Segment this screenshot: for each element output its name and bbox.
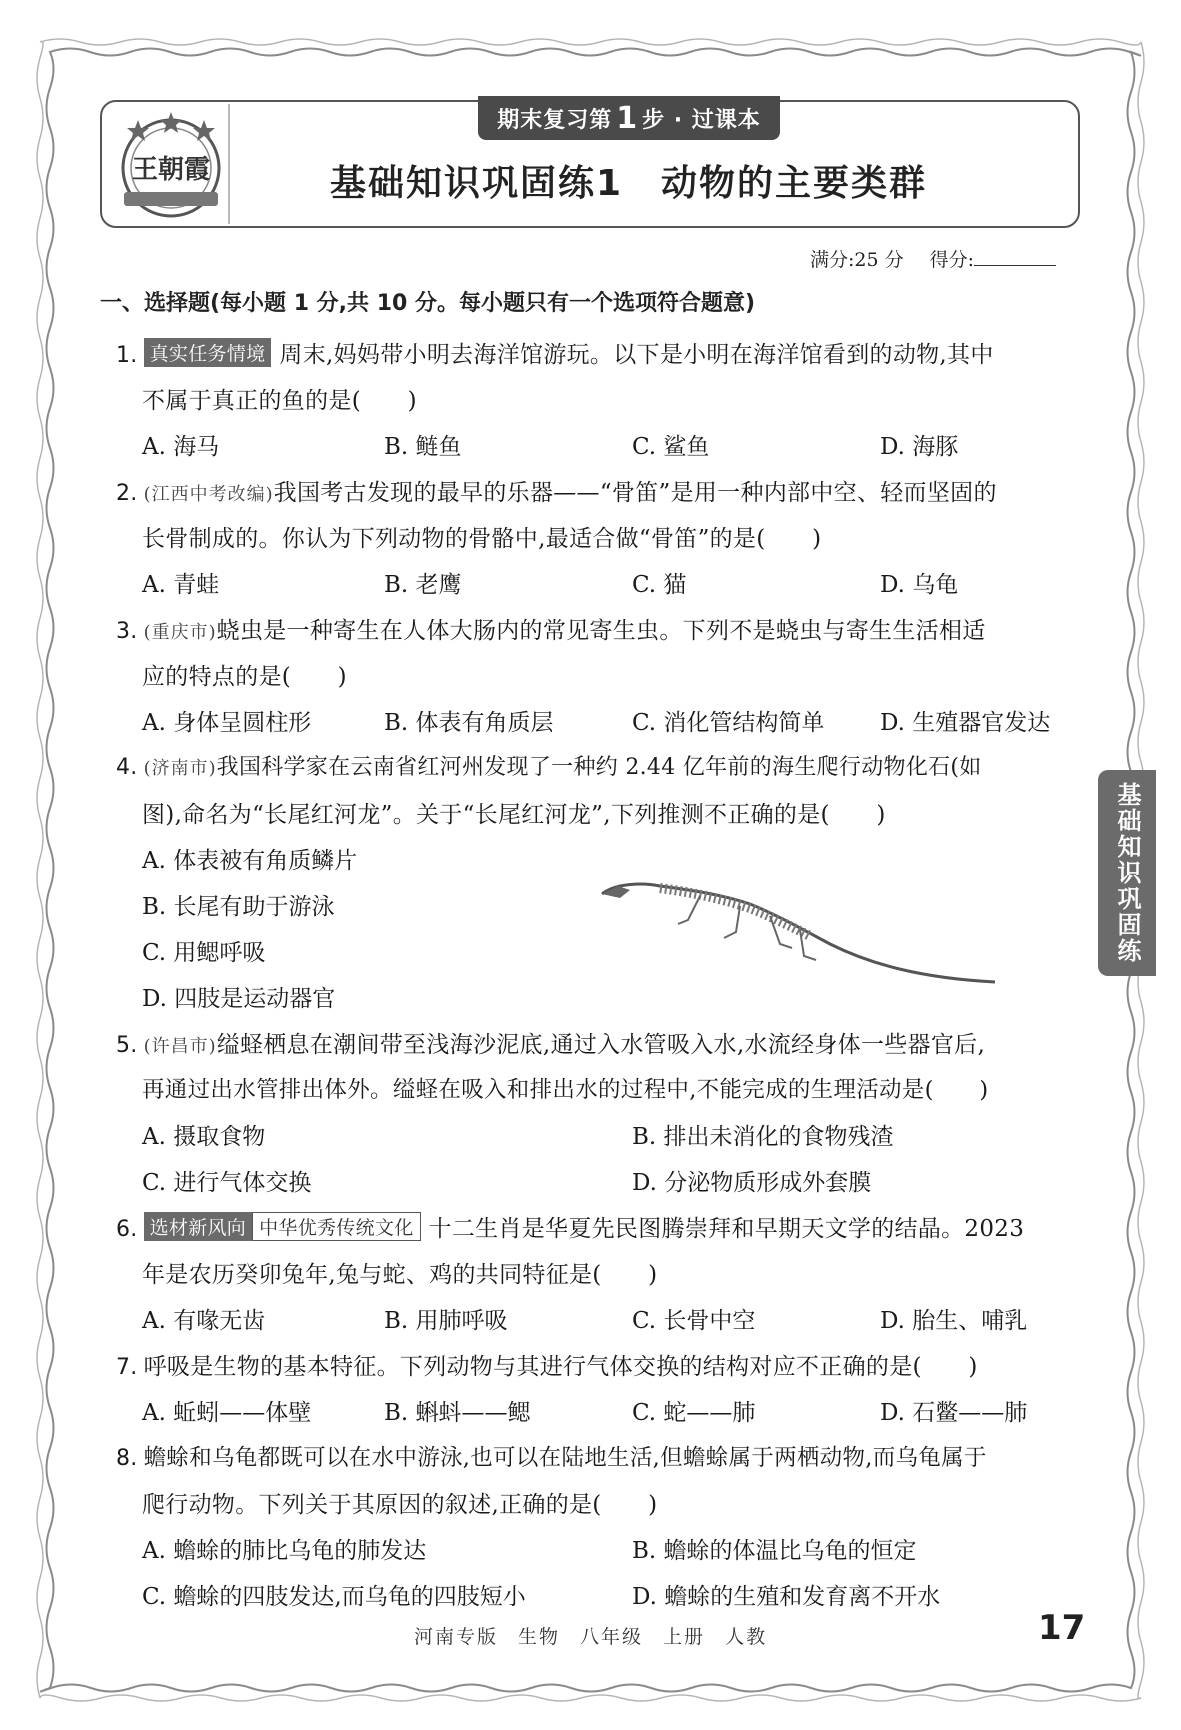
q5-option-c[interactable]: C. 进行气体交换 [142,1170,312,1196]
q4-option-b[interactable]: B. 长尾有助于游泳 [142,894,335,920]
traditional-culture-tag: 中华优秀传统文化 [252,1212,420,1241]
q7-option-d[interactable]: D. 石鳖——肺 [880,1400,1028,1426]
q5-option-b[interactable]: B. 排出未消化的食物残渣 [632,1124,894,1150]
question-8-line-1: 8. 蟾蜍和乌龟都既可以在水中游泳,也可以在陆地生活,但蟾蜍属于两栖动物,而乌龟属于 [116,1445,987,1471]
question-5-line-2: 再通过出水管排出体外。缢蛏在吸入和排出水的过程中,不能完成的生理活动是( ) [142,1077,989,1103]
page-number: 17 [1038,1608,1086,1648]
q8-option-d[interactable]: D. 蟾蜍的生殖和发育离不开水 [632,1584,941,1610]
question-5-line-1: 5. (许昌市)缢蛏栖息在潮间带至浅海沙泥底,通过入水管吸入水,水流经身体一些器官后, [116,1032,986,1058]
q4-option-c[interactable]: C. 用鳃呼吸 [142,940,266,966]
q3-option-c[interactable]: C. 消化管结构简单 [632,710,825,736]
q1-option-d[interactable]: D. 海豚 [880,434,959,460]
q2-option-a[interactable]: A. 青蛙 [142,572,220,598]
q6-option-d[interactable]: D. 胎生、哺乳 [880,1308,1028,1334]
q5-option-d[interactable]: D. 分泌物质形成外套膜 [632,1170,872,1196]
footer-subject: 生物 [518,1626,561,1648]
q8-option-b[interactable]: B. 蟾蜍的体温比乌龟的恒定 [632,1538,917,1564]
q3-option-a[interactable]: A. 身体呈圆柱形 [142,710,312,736]
q4-option-d[interactable]: D. 四肢是运动器官 [142,986,336,1012]
new-material-tag: 选材新风向 [144,1212,253,1241]
q5-option-a[interactable]: A. 摄取食物 [142,1124,266,1150]
footer-publisher: 人教 [725,1626,768,1648]
q1-option-b[interactable]: B. 鲢鱼 [384,434,462,460]
q7-option-c[interactable]: C. 蛇——肺 [632,1400,756,1426]
q3-option-d[interactable]: D. 生殖器官发达 [880,710,1051,736]
score-line [810,244,1056,272]
q2-option-c[interactable]: C. 猫 [632,572,687,598]
footer-grade: 八年级 [580,1626,644,1648]
question-4-line-1: 4. (济南市)我国科学家在云南省红河州发现了一种约 2.44 亿年前的海生爬行动物化石(如 [116,755,982,780]
footer-volume: 上册 [663,1626,706,1648]
section-title: 一、选择题(每小题 1 分,共 10 分。每小题只有一个选项符合题意) [100,291,756,316]
page-title: 基础知识巩固练1 动物的主要类群 [330,162,928,204]
task-scenario-tag: 真实任务情境 [144,338,272,367]
svg-text:王朝霞: 王朝霞 [131,155,211,185]
full-score-label: 满分:25 分 [810,249,904,271]
publisher-seal-logo [112,106,230,224]
question-3-line-1: 3. (重庆市)蛲虫是一种寄生在人体大肠内的常见寄生虫。下列不是蛲虫与寄生生活相适 [116,618,986,644]
question-8-line-2: 爬行动物。下列关于其原因的叙述,正确的是( ) [142,1492,658,1518]
question-7-line-1: 7. 呼吸是生物的基本特征。下列动物与其进行气体交换的结构对应不正确的是( ) [116,1354,978,1380]
q8-option-c[interactable]: C. 蟾蜍的四肢发达,而乌龟的四肢短小 [142,1584,526,1610]
q1-option-a[interactable]: A. 海马 [142,434,220,460]
question-3-line-2: 应的特点的是( ) [142,664,347,690]
q7-option-b[interactable]: B. 蝌蚪——鳃 [384,1400,531,1426]
side-section-tab[interactable]: 基础知识巩固练 [1098,770,1156,976]
question-2-line-2: 长骨制成的。你认为下列动物的骨骼中,最适合做“骨笛”的是( ) [142,526,822,552]
q1-option-c[interactable]: C. 鲨鱼 [632,434,710,460]
score-blank[interactable] [974,244,1056,266]
q4-option-a[interactable]: A. 体表被有角质鳞片 [142,848,358,874]
footer-info [414,1622,767,1649]
fossil-reptile-image [600,870,1000,990]
question-6-line-2: 年是农历癸卯兔年,兔与蛇、鸡的共同特征是( ) [142,1262,658,1288]
question-2-line-1: 2. (江西中考改编)我国考古发现的最早的乐器——“骨笛”是用一种内部中空、轻而坚固的 [116,480,997,506]
question-1-line-2: 不属于真正的鱼的是( ) [142,388,417,414]
q8-option-a[interactable]: A. 蟾蜍的肺比乌龟的肺发达 [142,1538,427,1564]
q2-option-d[interactable]: D. 乌龟 [880,572,959,598]
review-step-tab: 期末复习第 1 步 · 过课本 [478,96,780,140]
question-1-line-1: 1. 真实任务情境 周末,妈妈带小明去海洋馆游玩。以下是小明在海洋馆看到的动物,其中 [116,336,994,369]
q2-option-b[interactable]: B. 老鹰 [384,572,462,598]
question-4-line-2: 图),命名为“长尾红河龙”。关于“长尾红河龙”,下列推测不正确的是( ) [142,802,886,828]
q6-option-a[interactable]: A. 有喙无齿 [142,1308,266,1334]
q7-option-a[interactable]: A. 蚯蚓——体壁 [142,1400,312,1426]
score-got: 得分: [930,244,1056,272]
footer-edition: 河南专版 [414,1626,499,1648]
question-6-line-1: 6. 选材新风向 中华优秀传统文化 十二生肖是华夏先民图腾崇拜和早期天文学的结晶。2023 [116,1210,1024,1243]
q3-option-b[interactable]: B. 体表有角质层 [384,710,554,736]
q6-option-b[interactable]: B. 用肺呼吸 [384,1308,508,1334]
q6-option-c[interactable]: C. 长骨中空 [632,1308,756,1334]
